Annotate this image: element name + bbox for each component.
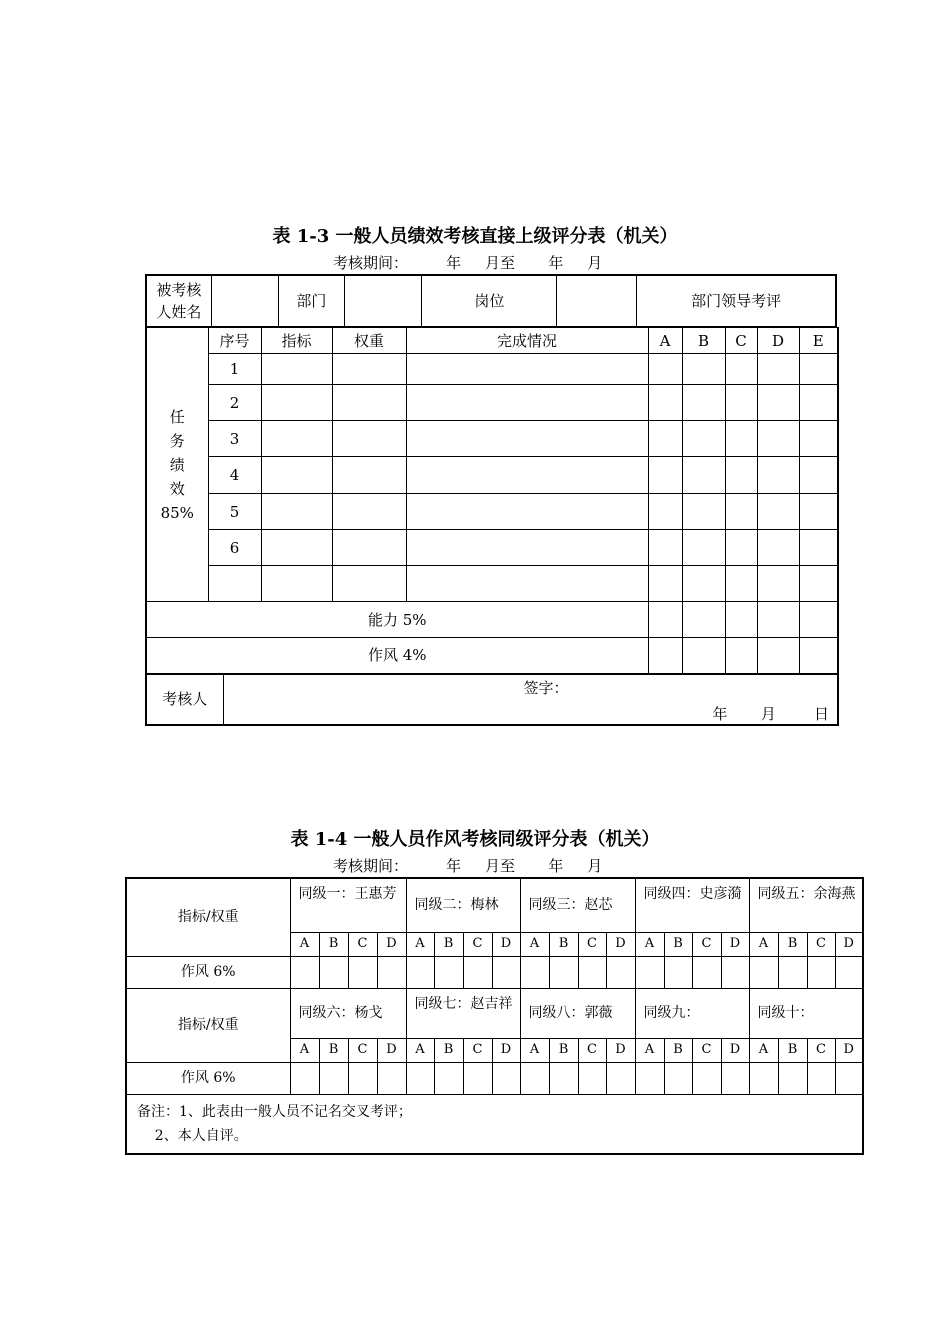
peer-2: 同级二：梅林 bbox=[406, 878, 520, 932]
table-row bbox=[146, 385, 838, 421]
table-row bbox=[146, 566, 838, 602]
task-performance-label: 任 务 绩 效 85% bbox=[146, 328, 208, 602]
index-weight-label: 指标/权重 bbox=[126, 988, 290, 1062]
examinee-name-value[interactable] bbox=[211, 275, 278, 327]
peer-7: 同级七：赵吉祥 bbox=[406, 988, 520, 1038]
signature-date: 年 月 日 bbox=[712, 705, 829, 724]
grade-d: D bbox=[757, 328, 799, 354]
header-index: 指标 bbox=[261, 328, 332, 354]
table-row bbox=[146, 421, 838, 457]
peer-5: 同级五：余海燕 bbox=[749, 878, 863, 932]
table-row bbox=[146, 457, 838, 494]
style-weight-label: 作风 6% bbox=[126, 1062, 290, 1094]
remark-line-1: 备注：1、此表由一般人员不记名交叉考评； bbox=[137, 1103, 412, 1120]
table13-title: 表 1-3 一般人员绩效考核直接上级评分表（机关） bbox=[272, 226, 678, 247]
table-row bbox=[146, 494, 838, 530]
header-completion: 完成情况 bbox=[406, 328, 648, 354]
header-weight: 权重 bbox=[332, 328, 406, 354]
style-label: 作风 4% bbox=[146, 638, 648, 674]
style-row bbox=[146, 638, 838, 674]
grade-b: B bbox=[682, 328, 725, 354]
row-seq: 2 bbox=[208, 385, 261, 421]
table14-peer-score bbox=[125, 877, 864, 1155]
header-seq: 序号 bbox=[208, 328, 261, 354]
peer-3: 同级三：赵芯 bbox=[520, 878, 635, 932]
examinee-name-label: 被考核人姓名 bbox=[146, 275, 211, 327]
row-seq: 3 bbox=[208, 421, 261, 457]
grade-c: C bbox=[725, 328, 757, 354]
grade-header-row: A B C D A B C D A B C D A B C D A B C D bbox=[126, 1038, 863, 1062]
style-score-row bbox=[126, 956, 863, 988]
grade-a: A bbox=[648, 328, 682, 354]
ability-row bbox=[146, 602, 838, 638]
table13-direct-superior-score bbox=[145, 274, 837, 328]
index-weight-label: 指标/权重 bbox=[126, 878, 290, 956]
style-score-row bbox=[126, 1062, 863, 1094]
row-seq: 6 bbox=[208, 530, 261, 566]
post-label: 岗位 bbox=[422, 275, 557, 327]
peer-6: 同级六：杨戈 bbox=[290, 988, 406, 1038]
peer-9: 同级九： bbox=[635, 988, 749, 1038]
table13-signature bbox=[145, 674, 839, 726]
peer-10: 同级十： bbox=[749, 988, 863, 1038]
table-row bbox=[146, 354, 838, 385]
ability-label: 能力 5% bbox=[146, 602, 648, 638]
post-value[interactable] bbox=[557, 275, 637, 327]
grade-e: E bbox=[799, 328, 838, 354]
remark-line-2: 2、本人自评。 bbox=[137, 1127, 248, 1144]
row-seq: 1 bbox=[208, 354, 261, 385]
style-weight-label: 作风 6% bbox=[126, 956, 290, 988]
row-seq: 4 bbox=[208, 457, 261, 494]
grade-header-row: A B C D A B C D A B C D A B C D A B C D bbox=[126, 932, 863, 956]
row-seq bbox=[208, 566, 261, 602]
peer-8: 同级八：郭薇 bbox=[520, 988, 635, 1038]
dept-label: 部门 bbox=[279, 275, 344, 327]
table14-period: 考核期间： 年 月至 年 月 bbox=[333, 857, 603, 875]
signature-label: 签字： bbox=[523, 679, 569, 698]
leader-review-label: 部门领导考评 bbox=[637, 275, 836, 327]
table13-body bbox=[145, 327, 839, 675]
dept-value[interactable] bbox=[344, 275, 422, 327]
peer-4: 同级四：史彦漪 bbox=[635, 878, 749, 932]
table14-title: 表 1-4 一般人员作风考核同级评分表（机关） bbox=[290, 829, 660, 850]
assessor-label: 考核人 bbox=[146, 675, 223, 725]
table13-period: 考核期间： 年 月至 年 月 bbox=[333, 254, 603, 272]
signature-area[interactable] bbox=[223, 675, 838, 725]
row-seq: 5 bbox=[208, 494, 261, 530]
remarks bbox=[126, 1094, 863, 1154]
table-row bbox=[146, 530, 838, 566]
peer-1: 同级一：王惠芳 bbox=[290, 878, 406, 932]
